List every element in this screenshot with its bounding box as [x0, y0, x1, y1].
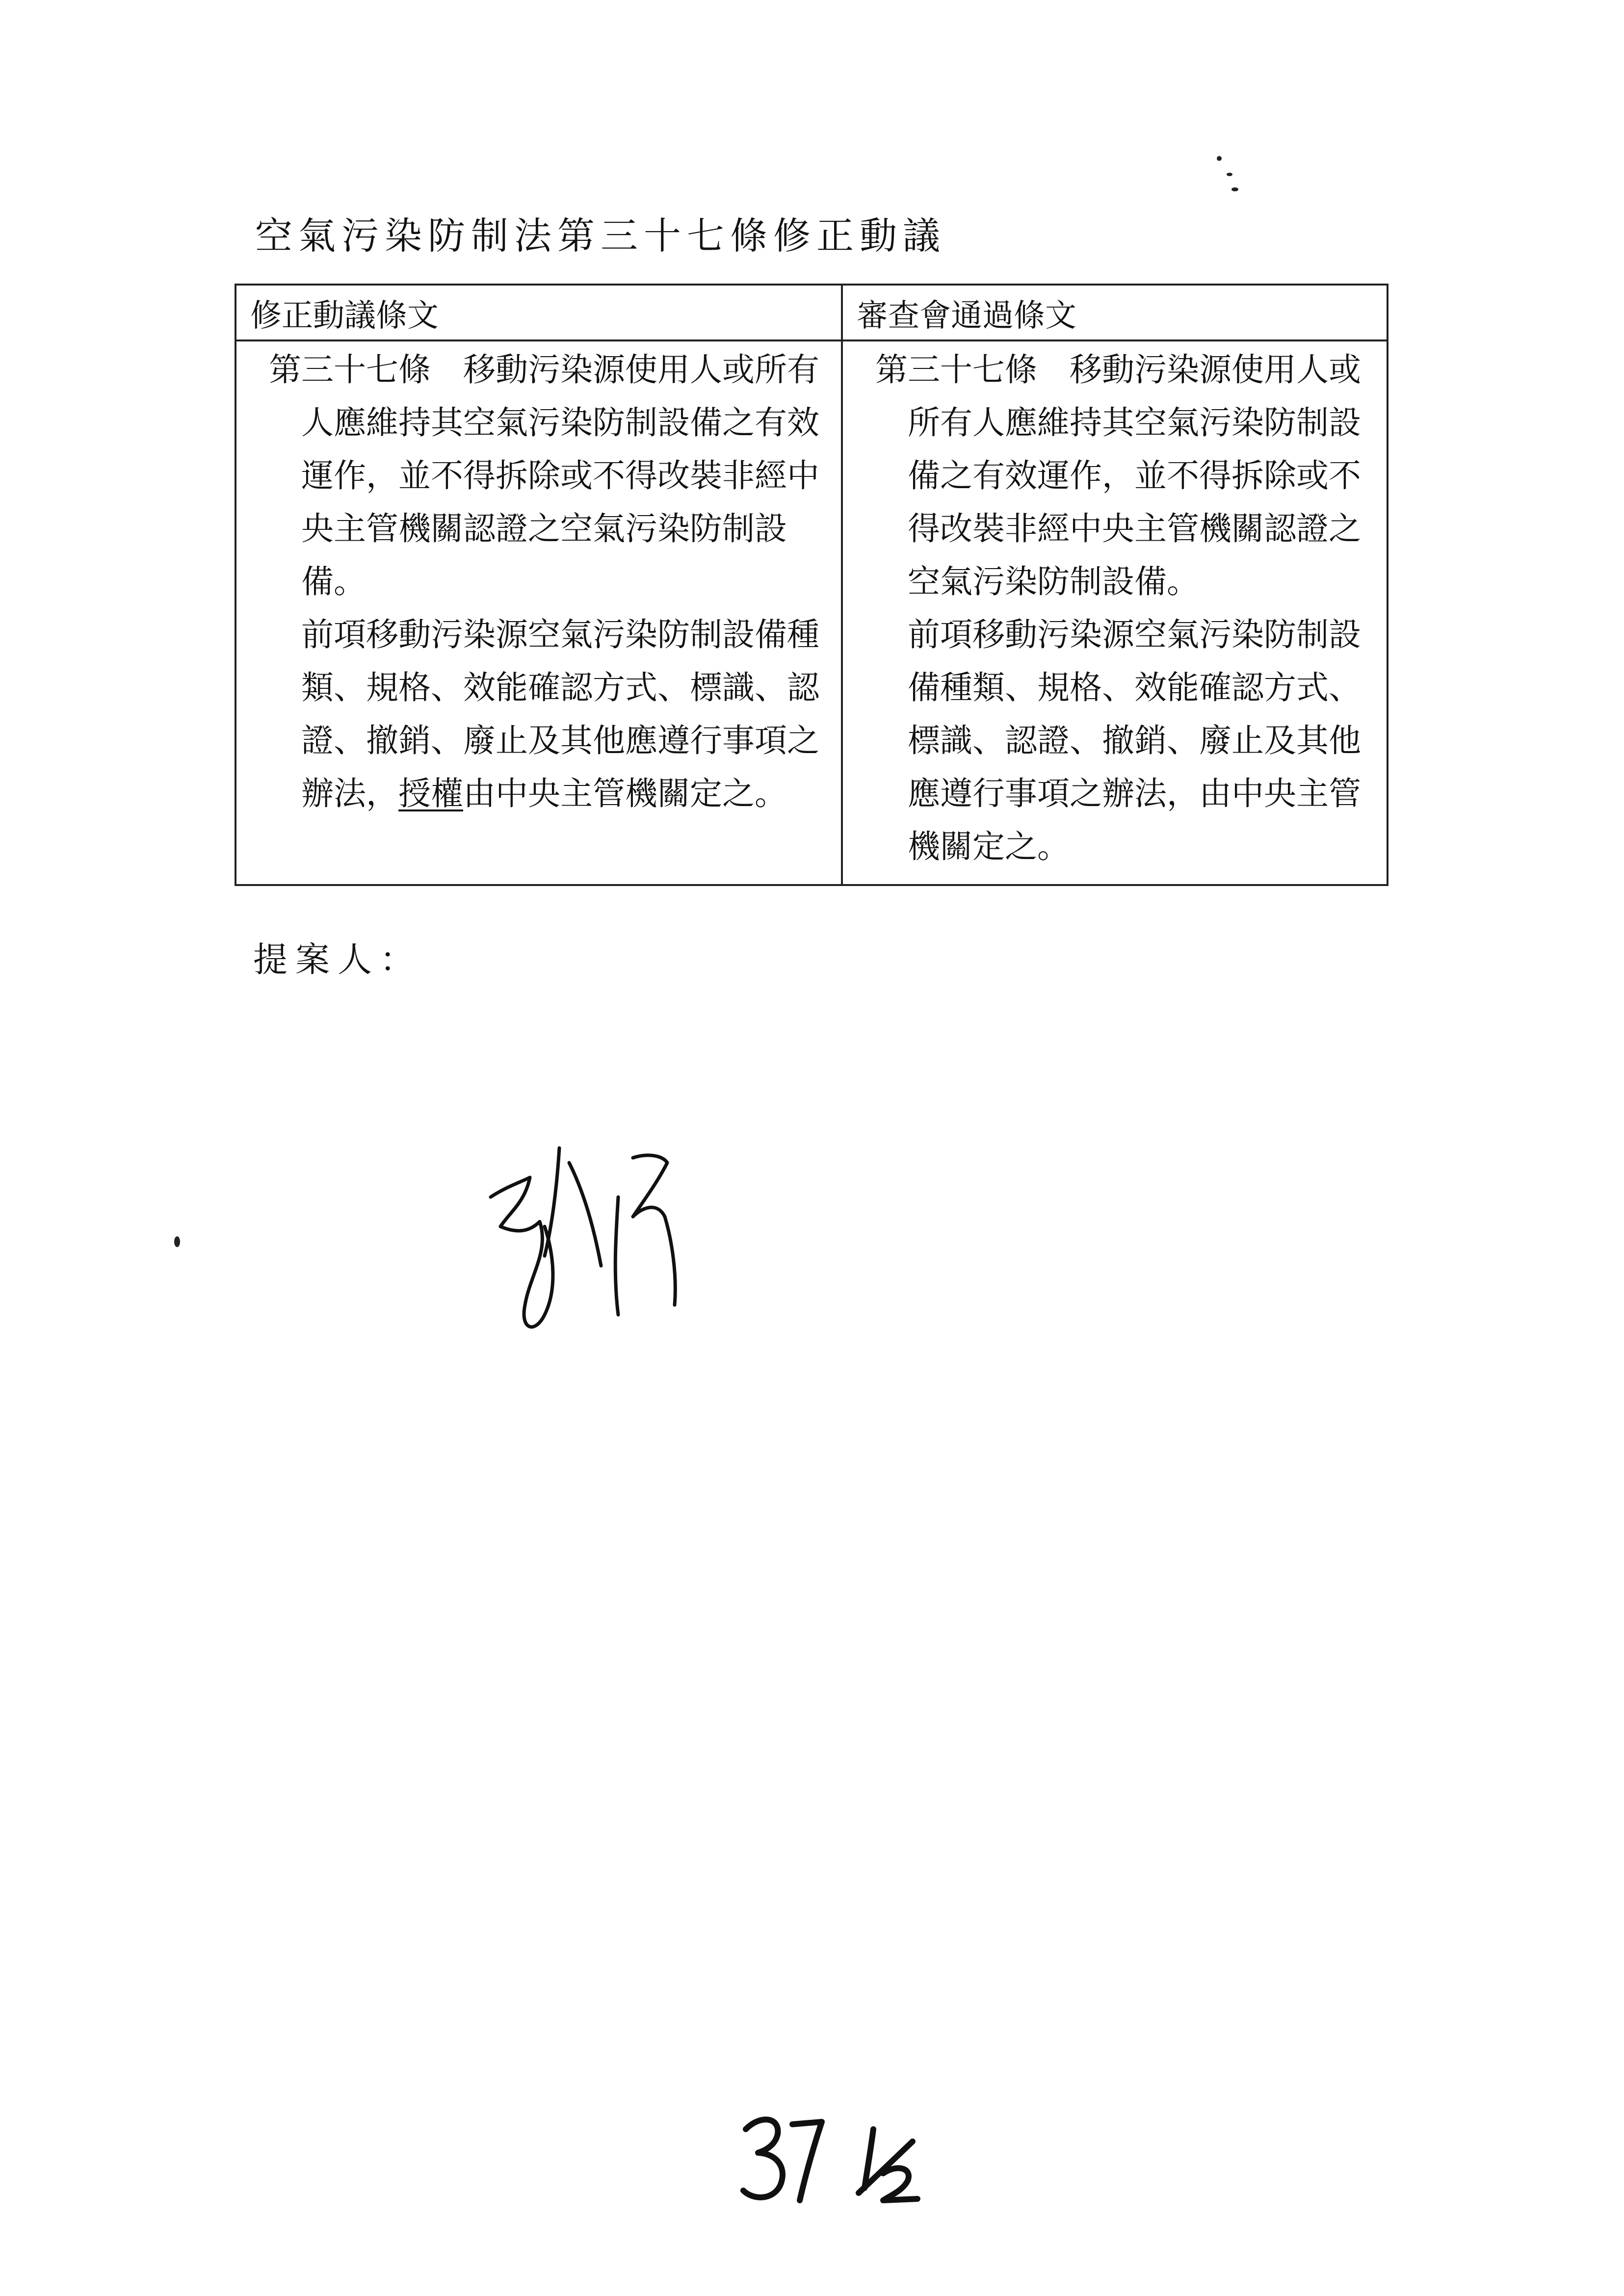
handwritten-signature	[471, 1128, 726, 1374]
scan-speck	[1227, 173, 1232, 176]
motion-underlined-word: 授權	[398, 775, 463, 812]
motion-paragraph-2	[269, 608, 826, 820]
committee-paragraph-1	[875, 343, 1372, 608]
proposer-label: 提案人：	[253, 939, 422, 980]
motion-paragraph-1-text: 移動污染源使用人或所有人應維持其空氣污染防制設備之有效運作，並不得拆除或不得改裝非經中央主管機關認證之空氣污染防制設備。	[301, 351, 819, 600]
motion-article-number: 第三十七條	[269, 351, 431, 389]
table-header-row	[236, 285, 1388, 340]
committee-paragraph-2-text: 前項移動污染源空氣污染防制設備種類、規格、效能確認方式、標識、認證、撤銷、廢止及其他應遵行事項之辦法，由中央主管機關定之。	[908, 616, 1361, 865]
scan-speck	[1231, 187, 1238, 191]
scan-speck	[174, 1236, 180, 1247]
motion-paragraph-2-after: 由中央主管機關定之。	[463, 775, 787, 812]
document-title: 空氣污染防制法第三十七條修正動議	[255, 214, 946, 258]
committee-paragraph-1-text: 移動污染源使用人或所有人應維持其空氣污染防制設備之有效運作，並不得拆除或不得改裝非經中央主管機關認證之空氣污染防制設備。	[908, 351, 1361, 600]
motion-paragraph-2-before: 前項移動污染源空氣污染防制設備種類、規格、效能確認方式、標識、認證、撤銷、廢止及其他應遵行事項之辦法，	[301, 616, 819, 812]
committee-article-cell	[842, 340, 1388, 885]
scan-speck	[1217, 156, 1222, 161]
header-motion-text: 修正動議條文	[236, 285, 842, 340]
handwritten-page-number	[736, 2095, 942, 2213]
motion-article-cell	[236, 340, 842, 885]
motion-paragraph-1	[269, 343, 826, 608]
committee-paragraph-2	[875, 608, 1372, 873]
committee-article-number: 第三十七條	[875, 351, 1037, 389]
header-committee-text: 審查會通過條文	[842, 285, 1388, 340]
amendment-comparison-table	[235, 284, 1388, 886]
table-row	[236, 340, 1388, 885]
